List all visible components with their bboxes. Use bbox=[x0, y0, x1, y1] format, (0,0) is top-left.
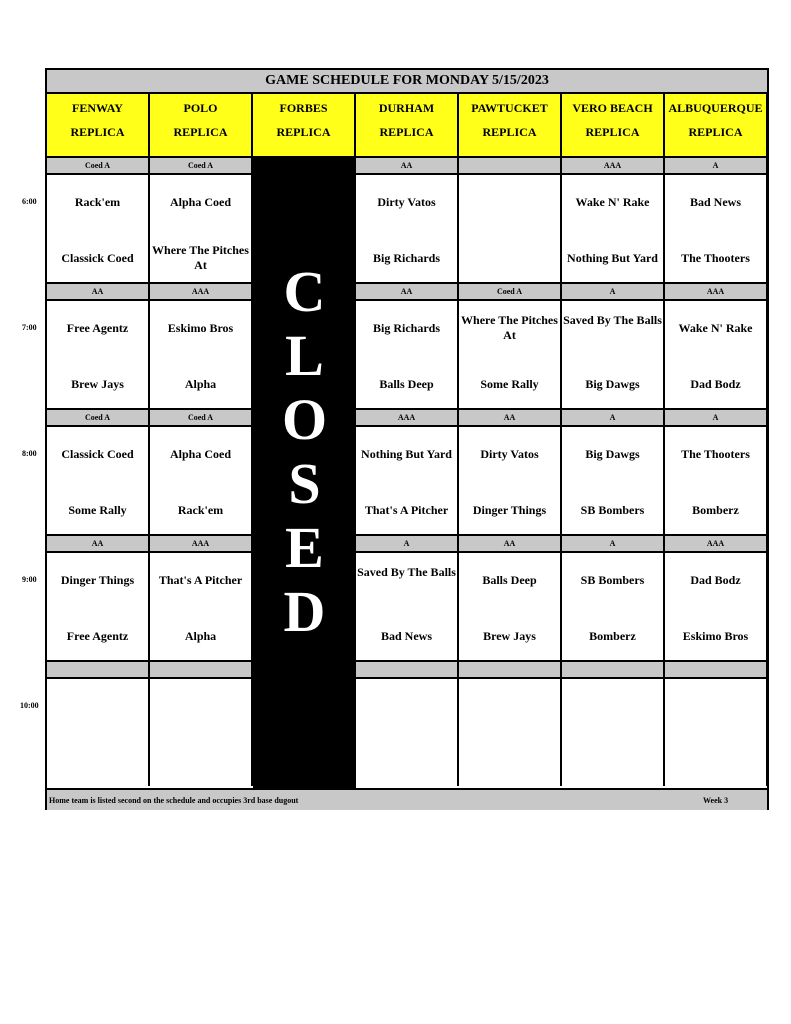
field-subtitle: REPLICA bbox=[276, 125, 331, 139]
division-label: AAA bbox=[150, 536, 253, 551]
away-team: Saved By The Balls bbox=[563, 313, 662, 327]
game-cell bbox=[562, 553, 665, 660]
field-header bbox=[459, 94, 562, 156]
level-row bbox=[47, 660, 767, 679]
away-team: Balls Deep bbox=[482, 573, 537, 587]
field-header bbox=[356, 94, 459, 156]
game-cell bbox=[459, 679, 562, 786]
home-team: That's A Pitcher bbox=[364, 503, 449, 517]
closed-banner bbox=[253, 158, 356, 788]
division-label: A bbox=[665, 158, 768, 173]
division-label bbox=[356, 662, 459, 677]
game-cell bbox=[150, 679, 253, 786]
game-cell bbox=[665, 175, 768, 282]
division-label bbox=[459, 662, 562, 677]
field-subtitle: REPLICA bbox=[688, 125, 743, 139]
game-cell bbox=[562, 427, 665, 534]
time-label: 6:00 bbox=[22, 197, 37, 206]
away-team: Where The Pitches At bbox=[461, 313, 558, 342]
away-team: Dad Bodz bbox=[690, 573, 741, 587]
away-team: Big Richards bbox=[372, 321, 440, 335]
closed-letter: S bbox=[288, 451, 321, 516]
field-name: FORBES bbox=[279, 101, 328, 115]
game-cell bbox=[150, 175, 253, 282]
field-name: ALBUQUERQUE bbox=[668, 101, 763, 115]
division-label bbox=[562, 662, 665, 677]
field-header bbox=[47, 94, 150, 156]
away-team: The Thooters bbox=[681, 447, 750, 461]
game-cell bbox=[150, 553, 253, 660]
home-team: Bomberz bbox=[589, 629, 636, 643]
level-row bbox=[47, 156, 767, 175]
game-cell bbox=[150, 427, 253, 534]
game-cell bbox=[356, 301, 459, 408]
away-team: Big Dawgs bbox=[585, 447, 640, 461]
game-cell bbox=[459, 553, 562, 660]
home-team: Where The Pitches At bbox=[152, 243, 249, 272]
away-team: Nothing But Yard bbox=[361, 447, 452, 461]
home-team: Eskimo Bros bbox=[682, 629, 749, 643]
field-name: PAWTUCKET bbox=[471, 101, 548, 115]
closed-letter: O bbox=[281, 387, 328, 452]
division-label: AA bbox=[47, 284, 150, 299]
field-subtitle: REPLICA bbox=[173, 125, 228, 139]
away-team: That's A Pitcher bbox=[158, 573, 243, 587]
game-cell bbox=[356, 427, 459, 534]
field-subtitle: REPLICA bbox=[482, 125, 537, 139]
time-label: 9:00 bbox=[22, 575, 37, 584]
division-label bbox=[47, 662, 150, 677]
away-team: Saved By The Balls bbox=[357, 565, 456, 579]
field-name: FENWAY bbox=[72, 101, 123, 115]
away-team: Alpha Coed bbox=[169, 447, 231, 461]
game-cell bbox=[47, 427, 150, 534]
division-label: AA bbox=[459, 410, 562, 425]
game-cell bbox=[47, 175, 150, 282]
game-cell bbox=[665, 553, 768, 660]
away-team: Alpha Coed bbox=[169, 195, 231, 209]
level-row bbox=[47, 408, 767, 427]
field-header bbox=[150, 94, 253, 156]
division-label bbox=[459, 158, 562, 173]
division-label: A bbox=[562, 284, 665, 299]
field-header bbox=[253, 94, 356, 156]
division-label: A bbox=[562, 536, 665, 551]
division-label: Coed A bbox=[47, 158, 150, 173]
closed-letter: D bbox=[283, 579, 326, 644]
home-team: Bad News bbox=[380, 629, 432, 643]
home-team: Dinger Things bbox=[472, 503, 547, 517]
home-team: Rack'em bbox=[177, 503, 224, 517]
field-header bbox=[562, 94, 665, 156]
game-cell bbox=[562, 175, 665, 282]
division-label bbox=[665, 662, 768, 677]
field-header bbox=[665, 94, 768, 156]
game-cell bbox=[356, 175, 459, 282]
home-team: Brew Jays bbox=[483, 629, 536, 643]
division-label: Coed A bbox=[459, 284, 562, 299]
footer-note: Home team is listed second on the schedule and occupies 3rd base dugout bbox=[49, 796, 299, 805]
division-label: AAA bbox=[356, 410, 459, 425]
closed-letter: E bbox=[285, 515, 324, 580]
time-label: 7:00 bbox=[22, 323, 37, 332]
home-team: Some Rally bbox=[68, 503, 127, 517]
division-label: AA bbox=[459, 536, 562, 551]
time-label: 10:00 bbox=[20, 701, 39, 710]
game-cell bbox=[459, 427, 562, 534]
field-subtitle: REPLICA bbox=[70, 125, 125, 139]
home-team: Alpha bbox=[184, 377, 217, 391]
division-label: AA bbox=[356, 158, 459, 173]
division-label: AA bbox=[47, 536, 150, 551]
game-cell bbox=[356, 553, 459, 660]
home-team: Brew Jays bbox=[71, 377, 124, 391]
game-cell bbox=[47, 301, 150, 408]
game-cell bbox=[150, 301, 253, 408]
game-cell bbox=[665, 427, 768, 534]
division-label: AA bbox=[356, 284, 459, 299]
game-cell bbox=[459, 175, 562, 282]
division-label: Coed A bbox=[150, 158, 253, 173]
division-label: AAA bbox=[562, 158, 665, 173]
home-team: Some Rally bbox=[480, 377, 539, 391]
time-label: 8:00 bbox=[22, 449, 37, 458]
game-cell bbox=[459, 301, 562, 408]
closed-letter: L bbox=[285, 323, 324, 388]
field-name: VERO BEACH bbox=[572, 101, 653, 115]
home-team: Free Agentz bbox=[66, 629, 129, 643]
home-team: Bomberz bbox=[692, 503, 739, 517]
division-label bbox=[150, 662, 253, 677]
home-team: Dad Bodz bbox=[690, 377, 741, 391]
game-cell bbox=[665, 679, 768, 786]
home-team: Classick Coed bbox=[61, 251, 134, 265]
level-row bbox=[47, 534, 767, 553]
division-label: Coed A bbox=[150, 410, 253, 425]
home-team: Big Dawgs bbox=[585, 377, 640, 391]
division-label: A bbox=[356, 536, 459, 551]
away-team: Rack'em bbox=[74, 195, 121, 209]
away-team: Classick Coed bbox=[61, 447, 134, 461]
schedule-title: GAME SCHEDULE FOR MONDAY 5/15/2023 bbox=[47, 70, 767, 94]
week-label: Week 3 bbox=[703, 796, 729, 805]
away-team: Dirty Vatos bbox=[480, 447, 539, 461]
away-team: Wake N' Rake bbox=[575, 195, 650, 209]
game-cell bbox=[356, 679, 459, 786]
home-team: SB Bombers bbox=[580, 503, 645, 517]
field-name: POLO bbox=[183, 101, 218, 115]
closed-letter: C bbox=[283, 259, 326, 324]
away-team: SB Bombers bbox=[580, 573, 645, 587]
field-subtitle: REPLICA bbox=[585, 125, 640, 139]
home-team: Balls Deep bbox=[379, 377, 434, 391]
field-name: DURHAM bbox=[378, 101, 435, 115]
footer-bar bbox=[47, 788, 767, 810]
home-team: Alpha bbox=[184, 629, 217, 643]
division-label: AAA bbox=[665, 284, 768, 299]
away-team: Bad News bbox=[689, 195, 741, 209]
home-team: Big Richards bbox=[372, 251, 440, 265]
home-team: Nothing But Yard bbox=[567, 251, 658, 265]
division-label: Coed A bbox=[47, 410, 150, 425]
away-team: Eskimo Bros bbox=[167, 321, 234, 335]
away-team: Dinger Things bbox=[60, 573, 135, 587]
game-cell bbox=[665, 301, 768, 408]
game-cell bbox=[47, 679, 150, 786]
schedule-sheet bbox=[45, 68, 769, 810]
game-cell bbox=[47, 553, 150, 660]
away-team: Dirty Vatos bbox=[377, 195, 436, 209]
division-label: A bbox=[562, 410, 665, 425]
division-label: A bbox=[665, 410, 768, 425]
level-row bbox=[47, 282, 767, 301]
game-cell bbox=[562, 301, 665, 408]
home-team: The Thooters bbox=[681, 251, 750, 265]
division-label: AAA bbox=[150, 284, 253, 299]
game-cell bbox=[562, 679, 665, 786]
away-team: Wake N' Rake bbox=[678, 321, 753, 335]
away-team: Free Agentz bbox=[66, 321, 129, 335]
field-subtitle: REPLICA bbox=[379, 125, 434, 139]
division-label: AAA bbox=[665, 536, 768, 551]
